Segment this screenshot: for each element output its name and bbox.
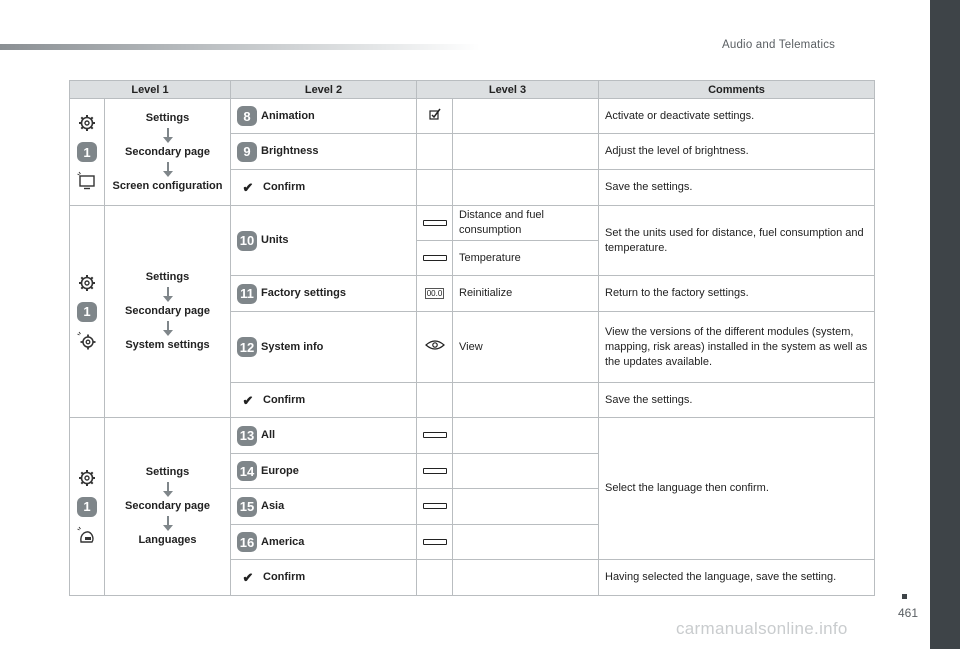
selector-icon[interactable] (417, 525, 453, 560)
level3-symbol-empty (417, 170, 453, 206)
check-icon: ✔ (242, 392, 254, 408)
badge-12: 12 (237, 337, 257, 357)
screen-icon (76, 170, 98, 192)
settings-menu-table (69, 80, 875, 596)
number-1-badge: 1 (77, 302, 97, 322)
nav-languages: Languages (138, 534, 197, 546)
level3-cell (453, 560, 599, 596)
check-icon: ✔ (242, 570, 254, 585)
table-row (70, 418, 875, 454)
level3-symbol-empty (417, 560, 453, 596)
comment-cell: Set the units used for distance, fuel consumption and temperature. (599, 206, 875, 276)
level1-navigation (105, 99, 231, 206)
language-icon (76, 525, 98, 547)
level3-cell (453, 489, 599, 525)
level2-factory-settings (231, 276, 417, 312)
selector-icon[interactable] (417, 454, 453, 489)
level2-label: Units (261, 234, 289, 246)
badge-8: 8 (237, 106, 257, 126)
level1-navigation (105, 418, 231, 596)
level2-asia (231, 489, 417, 525)
nav-arrow (167, 128, 169, 138)
nav-secondary-page: Secondary page (125, 500, 210, 512)
level2-brightness (231, 134, 417, 170)
column-header-level2: Level 2 (231, 81, 417, 99)
level3-view[interactable]: View (453, 312, 599, 383)
nav-settings: Settings (145, 466, 190, 478)
nav-settings: Settings (145, 111, 190, 124)
level2-system-info (231, 312, 417, 383)
badge-9: 9 (237, 142, 257, 162)
level3-cell (453, 134, 599, 170)
level2-label: System info (261, 340, 324, 353)
selector-icon[interactable] (417, 489, 453, 525)
level2-america (231, 525, 417, 560)
badge-15: 15 (237, 497, 257, 517)
number-1-badge: 1 (77, 497, 97, 517)
level3-symbol-empty (417, 134, 453, 170)
level2-label: Animation (261, 109, 315, 122)
level2-label: Confirm (263, 181, 306, 193)
badge-13: 13 (237, 426, 257, 446)
selector-icon[interactable] (417, 241, 453, 276)
level1-icons (70, 418, 105, 596)
checkbox-icon[interactable] (417, 99, 453, 134)
level3-cell (453, 418, 599, 454)
comment-cell: Select the language then confirm. (599, 418, 875, 560)
page-edge-bar (930, 0, 960, 649)
table-header-row (70, 81, 875, 99)
level1-navigation (105, 206, 231, 418)
level2-label: Confirm (263, 571, 306, 583)
level3-cell (453, 454, 599, 489)
watermark: carmanualsonline.info (676, 619, 848, 638)
level3-cell (453, 525, 599, 560)
nav-system-settings: System settings (125, 339, 210, 351)
section-title: Audio and Telematics (722, 39, 836, 51)
badge-16: 16 (237, 532, 257, 552)
level2-label: Factory settings (261, 287, 346, 299)
comment-cell: Save the settings. (599, 383, 875, 418)
settings-icon (76, 467, 98, 489)
level1-icons (70, 99, 105, 206)
level3-cell (453, 170, 599, 206)
nav-arrow (167, 162, 169, 172)
nav-arrow (167, 516, 169, 526)
badge-14: 14 (237, 461, 257, 481)
level3-reinitialize[interactable]: Reinitialize (453, 276, 599, 312)
table-row (70, 206, 875, 241)
comment-cell: Save the settings. (599, 170, 875, 206)
zero-icon-text: 00.0 (426, 289, 443, 298)
table-row (70, 99, 875, 134)
level3-cell (453, 99, 599, 134)
zero-icon[interactable] (417, 276, 453, 312)
comment-cell: Activate or deactivate settings. (599, 99, 875, 134)
system-settings-icon (76, 330, 98, 352)
level1-icons (70, 206, 105, 418)
level3-symbol-empty (417, 383, 453, 418)
level2-all (231, 418, 417, 454)
level2-label: America (261, 535, 305, 548)
nav-arrow (167, 287, 169, 297)
eye-icon[interactable] (417, 312, 453, 383)
header-gradient-rule (0, 44, 480, 50)
column-header-level1: Level 1 (70, 81, 231, 99)
nav-secondary-page: Secondary page (125, 305, 210, 317)
number-1-badge: 1 (77, 142, 97, 162)
level3-temperature[interactable]: Temperature (453, 241, 599, 276)
nav-arrow (167, 482, 169, 492)
level2-label: Asia (261, 500, 285, 512)
page-marker (902, 594, 907, 599)
level2-label: Europe (261, 464, 299, 477)
selector-icon[interactable] (417, 206, 453, 241)
level2-europe (231, 454, 417, 489)
column-header-level3: Level 3 (417, 81, 599, 99)
nav-secondary-page: Secondary page (125, 145, 210, 158)
level2-confirm[interactable] (231, 170, 417, 206)
nav-screen-configuration: Screen configuration (112, 179, 223, 192)
badge-11: 11 (237, 284, 257, 304)
column-header-comments: Comments (599, 81, 875, 99)
level2-label: All (261, 429, 276, 441)
comment-cell: View the versions of the different modules (system, mapping, risk areas) installed in the system as well as the updates available. (599, 312, 875, 383)
check-icon: ✔ (242, 180, 254, 195)
comment-cell: Having selected the language, save the setting. (599, 560, 875, 596)
level2-label: Confirm (263, 393, 306, 406)
level2-confirm[interactable] (231, 560, 417, 596)
selector-icon[interactable] (417, 418, 453, 454)
page-number: 461 (898, 606, 919, 620)
level3-distance-fuel[interactable]: Distance and fuel consumption (453, 206, 599, 241)
nav-settings: Settings (145, 271, 190, 283)
settings-icon (76, 272, 98, 294)
settings-icon (76, 112, 98, 134)
level2-units (231, 206, 417, 276)
level3-cell (453, 383, 599, 418)
badge-10: 10 (237, 231, 257, 251)
nav-arrow (167, 321, 169, 331)
level2-label: Brightness (261, 145, 319, 157)
comment-cell: Return to the factory settings. (599, 276, 875, 312)
comment-cell: Adjust the level of brightness. (599, 134, 875, 170)
level2-confirm[interactable] (231, 383, 417, 418)
level2-animation (231, 99, 417, 134)
